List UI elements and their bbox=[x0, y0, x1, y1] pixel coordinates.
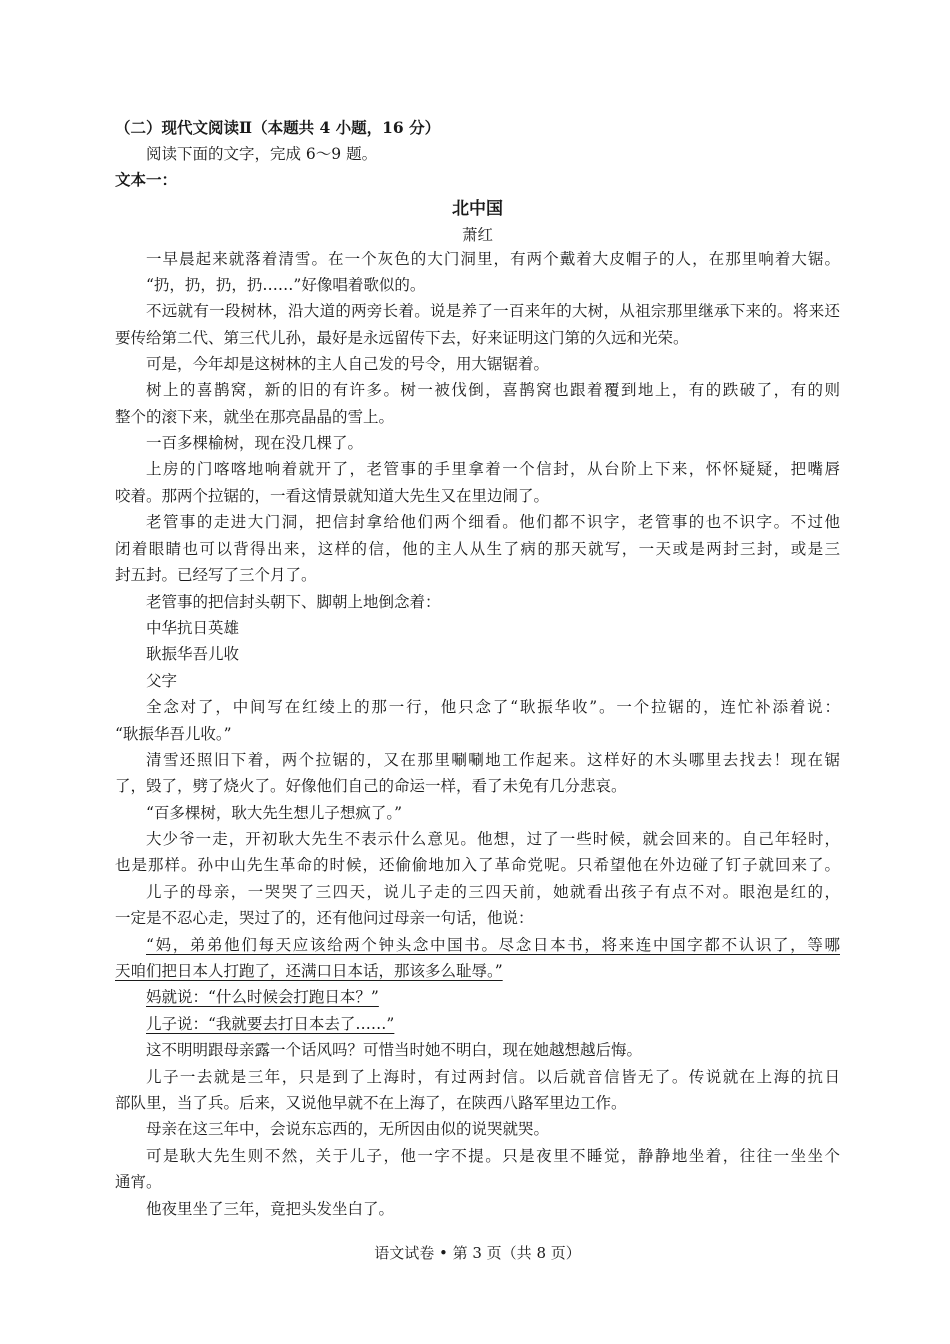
text-line: 父字 bbox=[146, 672, 178, 690]
underlined-text: 儿子说：“我就要去打日本去了……” bbox=[146, 1015, 395, 1033]
text-line: 整个的滚下来，就坐在那亮晶晶的雪上。 bbox=[115, 408, 395, 426]
section-heading: （二）现代文阅读Ⅱ（本题共 4 小题，16 分） bbox=[115, 118, 441, 137]
text-line: 咬着。那两个拉锯的，一看这情景就知道大先生又在里边闹了。 bbox=[115, 487, 550, 505]
text-line: “耿振华吾儿收。” bbox=[115, 725, 232, 743]
article-author: 萧红 bbox=[461, 226, 493, 244]
text-line: 可是耿大先生则不然，关于儿子，他一字不提。只是夜里不睡觉，静静地坐着，往往一坐坐个 bbox=[146, 1147, 840, 1165]
text-line: 清雪还照旧下着，两个拉锯的，又在那里唰唰地工作起来。这样好的木头哪里去找去！现在锯 bbox=[146, 751, 840, 769]
text-line: 可是，今年却是这树林的主人自己发的号令，用大锯锯着。 bbox=[146, 355, 550, 373]
text-line: 全念对了，中间写在红绫上的那一行，他只念了“耿振华收”。一个拉锯的，连忙补添着说： bbox=[146, 698, 840, 716]
text-line: “扔，扔，扔，扔……”好像唱着歌似的。 bbox=[146, 276, 426, 294]
text-line: 闭着眼睛也可以背得出来，这样的信，他的主人从生了病的那天就写，一天或是两封三封，或是三 bbox=[115, 540, 840, 558]
text-line: 上房的门喀喀地响着就开了，老管事的手里拿着一个信封，从台阶上下来，怀怀疑疑，把嘴唇 bbox=[146, 460, 840, 478]
text-line: 母亲在这三年中，会说东忘西的，无所因由似的说哭就哭。 bbox=[146, 1120, 550, 1138]
underlined-text-line bbox=[146, 984, 840, 1010]
text-line: 耿振华吾儿收 bbox=[146, 645, 240, 663]
text-line: 不远就有一段树林，沿大道的两旁长着。说是养了一百来年的大树，从祖宗那里继承下来的。将来还 bbox=[146, 302, 840, 320]
text-label: 文本一： bbox=[115, 170, 178, 189]
text-line: 封五封。已经写了三个月了。 bbox=[115, 566, 317, 584]
underlined-text-line bbox=[146, 1011, 840, 1037]
text-line: 了，毁了，劈了烧火了。好像他们自己的命运一样，看了未免有几分悲哀。 bbox=[115, 777, 627, 795]
text-line: 老管事的走进大门洞，把信封拿给他们两个细看。他们都不识字，老管事的也不识字。不过他 bbox=[146, 513, 840, 531]
article-title: 北中国 bbox=[452, 199, 503, 219]
text-line: 要传给第二代、第三代儿孙，最好是永远留传下去，好来证明这门第的久远和光荣。 bbox=[115, 329, 689, 347]
text-line: 也是那样。孙中山先生革命的时候，还偷偷地加入了革命党呢。只希望他在外边碰了钉子就回来了。 bbox=[115, 856, 840, 874]
underlined-text: 天咱们把日本人打跑了，还满口日本话，那该多么耻辱。” bbox=[115, 962, 503, 980]
text-line: 部队里，当了兵。后来，又说他早就不在上海了，在陕西八路军里边工作。 bbox=[115, 1094, 627, 1112]
text-line: 老管事的把信封头朝下、脚朝上地倒念着： bbox=[146, 593, 441, 611]
underlined-text-line bbox=[115, 958, 840, 984]
text-line: 一百多棵榆树，现在没几棵了。 bbox=[146, 434, 364, 452]
text-line: 树上的喜鹊窝，新的旧的有许多。树一被伐倒，喜鹊窝也跟着覆到地上，有的跌破了，有的则 bbox=[146, 381, 840, 399]
text-line: 儿子的母亲，一哭哭了三四天，说儿子走的三四天前，她就看出孩子有点不对。眼泡是红的， bbox=[146, 883, 840, 901]
text-line: 他夜里坐了三年，竟把头发坐白了。 bbox=[146, 1200, 395, 1218]
text-line: 一定是不忍心走，哭过了的，还有他问过母亲一句话，他说： bbox=[115, 909, 534, 927]
underlined-text-line: “妈，弟弟他们每天应该给两个钟头念中国书。尽念日本书，将来连中国字都不认识了，等哪 bbox=[146, 936, 840, 954]
text-line: 儿子一去就是三年，只是到了上海时，有过两封信。以后就音信皆无了。传说就在上海的抗日 bbox=[146, 1068, 840, 1086]
text-line: 大少爷一走，开初耿大先生不表示什么意见。他想，过了一些时候，就会回来的。自己年轻时， bbox=[146, 830, 840, 848]
text-line: 通宵。 bbox=[115, 1173, 162, 1191]
section-instruction: 阅读下面的文字，完成 6～9 题。 bbox=[146, 145, 378, 163]
underlined-text: 妈就说：“什么时候会打跑日本？” bbox=[146, 988, 379, 1006]
page-footer: 语文试卷 • 第 3 页（共 8 页） bbox=[374, 1244, 581, 1262]
text-line: 这不明明跟母亲露一个话风吗？可惜当时她不明白，现在她越想越后悔。 bbox=[146, 1041, 643, 1059]
text-line: 一早晨起来就落着清雪。在一个灰色的大门洞里，有两个戴着大皮帽子的人，在那里响着大锯。 bbox=[146, 250, 840, 268]
text-line: 中华抗日英雄 bbox=[146, 619, 240, 637]
text-line: “百多棵树，耿大先生想儿子想疯了。” bbox=[146, 804, 403, 822]
